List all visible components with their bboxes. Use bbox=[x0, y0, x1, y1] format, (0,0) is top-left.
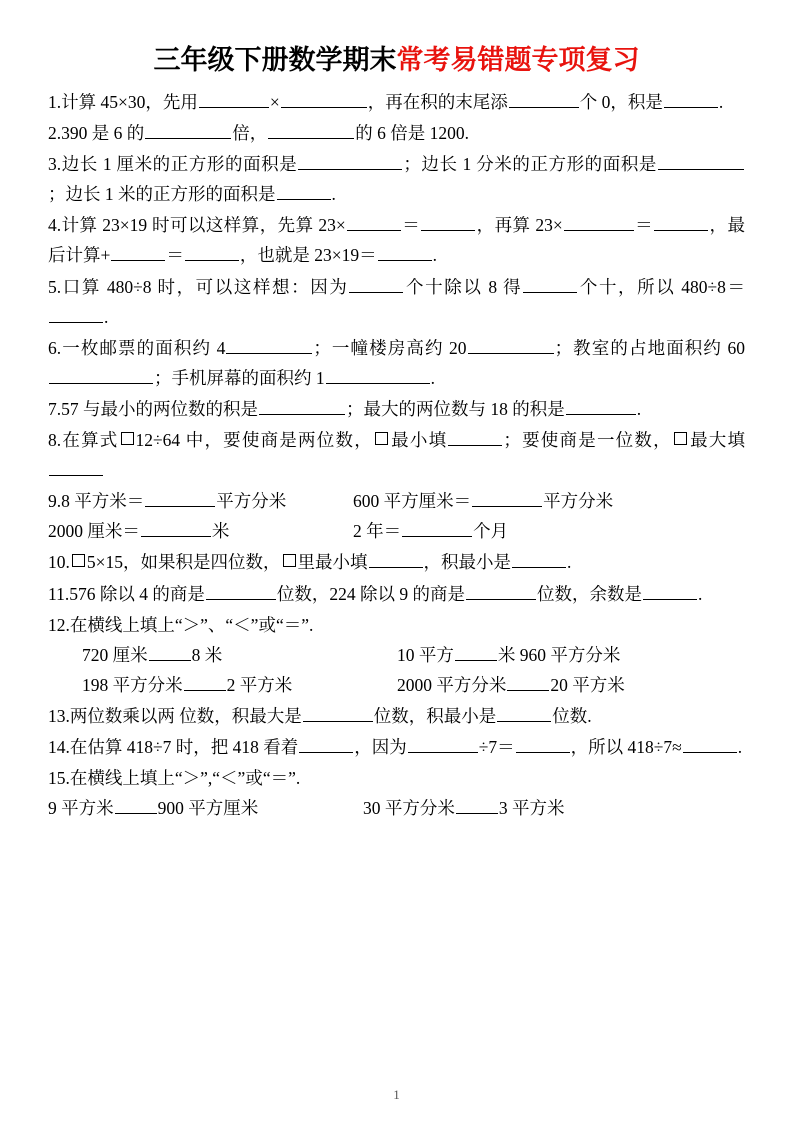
q5-blank-3[interactable] bbox=[49, 304, 103, 323]
q3-blank-2[interactable] bbox=[658, 152, 744, 171]
q12-r1-right-b: 米 960 平方分米 bbox=[497, 644, 621, 665]
q12-r2-blank-left[interactable] bbox=[184, 672, 226, 691]
page-title-red: 常考易错题专项复习 bbox=[396, 45, 640, 75]
q2-blank-1[interactable] bbox=[145, 121, 231, 140]
q12-r1-left-a: 720 厘米 bbox=[82, 644, 148, 665]
q4-t2: ，再算 23× bbox=[476, 215, 563, 236]
q5-t1: 个十除以 8 得 bbox=[404, 276, 523, 297]
q1-t2: ，再在积的末尾添 bbox=[367, 92, 508, 112]
q11-t0: 11.576 除以 4 的商是 bbox=[48, 583, 205, 604]
q8-blank-1[interactable] bbox=[448, 428, 502, 447]
q3-blank-3[interactable] bbox=[277, 182, 331, 201]
q8-t4: 最大填 bbox=[688, 430, 746, 451]
q1-blank-3[interactable] bbox=[509, 90, 579, 109]
q6-blank-2[interactable] bbox=[468, 335, 554, 354]
q6-t4: . bbox=[430, 367, 435, 388]
q9-r1-blank-right[interactable] bbox=[472, 489, 542, 508]
q11-t3: . bbox=[697, 583, 703, 604]
q6-blank-1[interactable] bbox=[226, 335, 312, 354]
q5-t3: . bbox=[104, 306, 109, 327]
q6-blank-4[interactable] bbox=[326, 365, 430, 384]
q4-t7: . bbox=[432, 245, 437, 266]
q1-blank-1[interactable] bbox=[199, 90, 269, 109]
q4-blank-6[interactable] bbox=[185, 243, 239, 262]
q5-blank-2[interactable] bbox=[523, 274, 577, 293]
box-icon bbox=[375, 432, 388, 445]
q2-t2: 的 6 倍是 1200. bbox=[355, 123, 469, 144]
q1-t0: 1.计算 45×30，先用 bbox=[48, 92, 198, 112]
q7-t0: 7.57 与最小的两位数的积是 bbox=[48, 398, 258, 419]
q13-t2: 位数. bbox=[552, 705, 592, 726]
question-7 bbox=[48, 394, 745, 424]
q8-t1: 12÷64 中，要使商是两位数， bbox=[135, 430, 373, 451]
q12-r2-left-b: 2 平方米 bbox=[226, 674, 293, 695]
q6-t3: ；手机屏幕的面积约 1 bbox=[154, 367, 325, 388]
q9-r2-blank-right[interactable] bbox=[402, 519, 472, 538]
q12-lead: 12.在横线上填上“＞”、“＜”或“＝”. bbox=[48, 614, 314, 635]
q6-blank-3[interactable] bbox=[49, 365, 153, 384]
page-footer bbox=[0, 1087, 793, 1103]
q12-r1-blank-right[interactable] bbox=[455, 642, 497, 661]
q4-t3: ＝ bbox=[634, 215, 654, 236]
question-9 bbox=[48, 486, 745, 546]
q9-r1-left-b: 平方分米 bbox=[216, 491, 287, 512]
q12-r1-left-b: 8 米 bbox=[191, 644, 223, 665]
q6-t1: ；一幢楼房高约 20 bbox=[313, 337, 467, 358]
q13-t0: 13.两位数乘以两 位数，积最大是 bbox=[48, 705, 302, 726]
q15-r1-left-a: 9 平方米 bbox=[48, 798, 114, 819]
q14-blank-2[interactable] bbox=[408, 734, 478, 753]
q7-blank-1[interactable] bbox=[259, 396, 345, 415]
q14-blank-1[interactable] bbox=[299, 734, 353, 753]
page-number: 1 bbox=[393, 1087, 400, 1102]
q9-r2-blank-left[interactable] bbox=[141, 519, 211, 538]
question-5 bbox=[48, 272, 745, 332]
q7-blank-2[interactable] bbox=[566, 396, 636, 415]
q3-t3: . bbox=[331, 184, 336, 205]
q2-t0: 2.390 是 6 的 bbox=[48, 123, 145, 144]
question-11 bbox=[48, 579, 745, 609]
q12-r2-right-b: 20 平方米 bbox=[550, 674, 625, 695]
question-3 bbox=[48, 149, 745, 209]
q12-row-1 bbox=[48, 640, 745, 670]
q15-r1-right-b: 3 平方米 bbox=[498, 798, 565, 819]
q12-r1-blank-left[interactable] bbox=[149, 642, 191, 661]
q12-r2-blank-right[interactable] bbox=[507, 672, 549, 691]
question-4 bbox=[48, 210, 745, 270]
q7-t2: . bbox=[636, 398, 642, 419]
q10-t1: 5×15，如果积是四位数， bbox=[86, 552, 281, 573]
question-15 bbox=[48, 763, 745, 823]
q1-t1: × bbox=[269, 92, 280, 112]
q4-t0: 4.计算 23×19 时可以这样算，先算 23× bbox=[48, 215, 346, 236]
q11-t2: 位数，余数是 bbox=[536, 583, 642, 604]
q9-r1-right-b: 平方分米 bbox=[543, 491, 614, 512]
q3-blank-1[interactable] bbox=[298, 152, 402, 171]
q8-t3: ；要使商是一位数， bbox=[503, 430, 672, 451]
q12-r1-right-a: 10 平方 bbox=[397, 644, 454, 665]
q15-r1-blank-left[interactable] bbox=[115, 796, 157, 815]
q3-t1: ；边长 1 分米的正方形的面积是 bbox=[403, 154, 657, 175]
q4-blank-2[interactable] bbox=[421, 213, 475, 232]
q10-t2: 里最小填 bbox=[297, 552, 368, 573]
q11-blank-3[interactable] bbox=[643, 581, 697, 600]
q5-t0: 5.口算 480÷8 时，可以这样想：因为 bbox=[48, 276, 349, 297]
q3-t2: ；边长 1 米的正方形的面积是 bbox=[48, 184, 276, 205]
q4-blank-1[interactable] bbox=[347, 213, 401, 232]
q4-blank-5[interactable] bbox=[111, 243, 165, 262]
q9-r1-right-a: 600 平方厘米＝ bbox=[353, 491, 472, 512]
q11-blank-1[interactable] bbox=[206, 581, 276, 600]
q13-blank-1[interactable] bbox=[303, 703, 373, 722]
q10-t4: . bbox=[567, 552, 572, 573]
q10-t3: ，积最小是 bbox=[423, 552, 511, 573]
q4-t4: ，最后计算+ bbox=[48, 215, 746, 266]
q15-r1-left-b: 900 平方厘米 bbox=[157, 798, 259, 819]
q12-r2-right-a: 2000 平方分米 bbox=[397, 674, 507, 695]
box-icon bbox=[674, 432, 687, 445]
q7-t1: ；最大的两位数与 18 的积是 bbox=[346, 398, 565, 419]
q9-r1-left-a: 9.8 平方米＝ bbox=[48, 491, 145, 512]
q14-t0: 14.在估算 418÷7 时，把 418 看着 bbox=[48, 736, 299, 757]
q1-blank-4[interactable] bbox=[664, 90, 718, 109]
q8-t0: 8.在算式 bbox=[48, 430, 119, 451]
q4-t5: ＝ bbox=[166, 245, 184, 266]
q11-blank-2[interactable] bbox=[466, 581, 536, 600]
q13-t1: 位数，积最小是 bbox=[373, 705, 497, 726]
q9-r2-right-b: 个月 bbox=[473, 521, 509, 542]
q10-blank-1[interactable] bbox=[369, 550, 423, 569]
page-title bbox=[48, 38, 745, 77]
q9-r2-left-a: 2000 厘米＝ bbox=[48, 521, 140, 542]
q1-blank-2[interactable] bbox=[281, 90, 367, 109]
question-12 bbox=[48, 610, 745, 700]
q15-r1-blank-right[interactable] bbox=[456, 796, 498, 815]
q4-blank-7[interactable] bbox=[378, 243, 432, 262]
question-10 bbox=[48, 547, 745, 577]
q2-t1: 倍， bbox=[232, 123, 268, 144]
q9-r2-left-b: 米 bbox=[211, 521, 230, 542]
q15-row-1 bbox=[48, 793, 745, 823]
question-14 bbox=[48, 732, 745, 762]
q15-lead: 15.在横线上填上“＞”,“＜”或“＝”. bbox=[48, 768, 301, 789]
q9-r1-blank-left[interactable] bbox=[145, 489, 215, 508]
q3-t0: 3.边长 1 厘米的正方形的面积是 bbox=[48, 154, 298, 175]
question-8 bbox=[48, 425, 745, 485]
q14-blank-3[interactable] bbox=[516, 734, 570, 753]
q4-blank-3[interactable] bbox=[564, 213, 634, 232]
q6-t2: ；教室的占地面积约 60 bbox=[554, 337, 746, 358]
q9-row-2 bbox=[48, 516, 745, 546]
q12-row-2 bbox=[48, 670, 745, 700]
question-list bbox=[48, 87, 745, 823]
q10-t0: 10. bbox=[48, 552, 70, 573]
q8-blank-2[interactable] bbox=[49, 458, 103, 477]
q5-blank-1[interactable] bbox=[349, 274, 403, 293]
q2-blank-2[interactable] bbox=[268, 121, 354, 140]
q6-t0: 6.一枚邮票的面积约 4 bbox=[48, 337, 226, 358]
q4-t1: ＝ bbox=[401, 215, 421, 236]
q10-blank-2[interactable] bbox=[512, 550, 566, 569]
question-6 bbox=[48, 333, 745, 393]
question-2 bbox=[48, 118, 745, 148]
q1-t3: 个 0，积是 bbox=[579, 92, 663, 112]
q15-r1-right-a: 30 平方分米 bbox=[363, 798, 455, 819]
q11-t1: 位数，224 除以 9 的商是 bbox=[276, 583, 465, 604]
question-1 bbox=[48, 87, 745, 117]
q14-blank-4[interactable] bbox=[683, 734, 737, 753]
q14-t1: ，因为 bbox=[354, 736, 407, 757]
q14-t3: ，所以 418÷7≈ bbox=[570, 736, 682, 757]
q4-t6: ，也就是 23×19＝ bbox=[239, 245, 377, 266]
q14-t2: ÷7＝ bbox=[478, 736, 515, 757]
box-icon bbox=[283, 554, 296, 567]
question-13 bbox=[48, 701, 745, 731]
q12-r2-left-a: 198 平方分米 bbox=[82, 674, 183, 695]
box-icon bbox=[121, 432, 134, 445]
q9-r2-right-a: 2 年＝ bbox=[353, 521, 402, 542]
box-icon bbox=[72, 554, 85, 567]
q1-t4: . bbox=[718, 92, 724, 112]
q8-t2: 最小填 bbox=[389, 430, 448, 451]
q4-blank-4[interactable] bbox=[654, 213, 708, 232]
q9-row-1 bbox=[48, 486, 745, 516]
q13-blank-2[interactable] bbox=[497, 703, 551, 722]
q5-t2: 个十，所以 480÷8＝ bbox=[578, 276, 746, 297]
q14-t4: . bbox=[737, 736, 743, 757]
page-title-black: 三年级下册数学期末 bbox=[153, 45, 397, 75]
